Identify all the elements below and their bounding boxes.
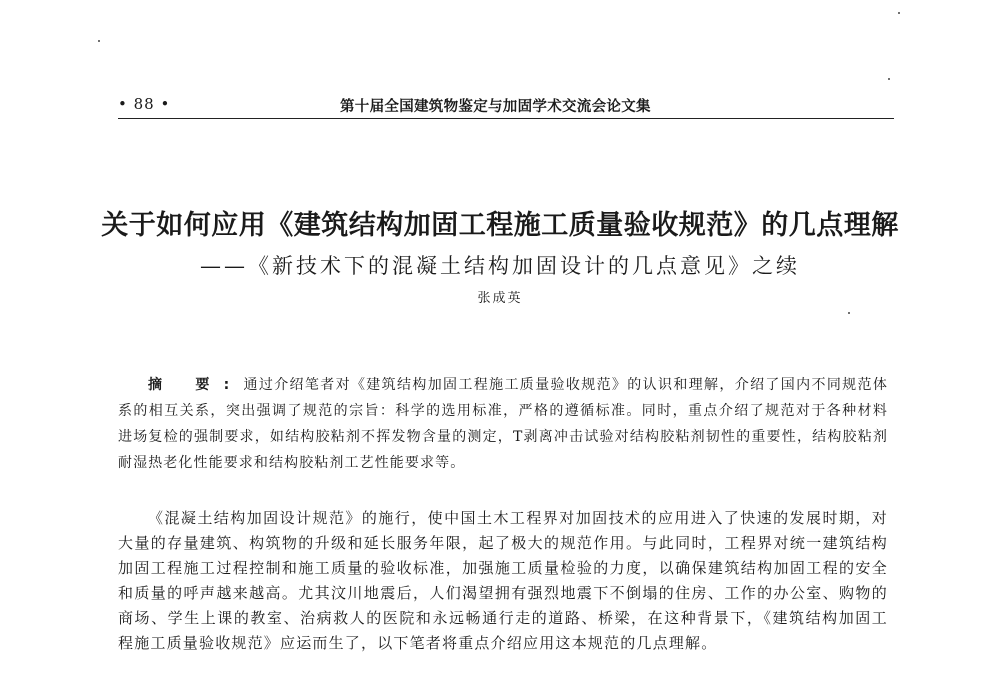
article-title: 关于如何应用《建筑结构加固工程施工质量验收规范》的几点理解	[101, 210, 899, 241]
article-subtitle: ——《新技术下的混凝土结构加固设计的几点意见》之续	[200, 254, 800, 278]
abstract	[118, 372, 888, 476]
running-header	[118, 95, 898, 117]
body-paragraph: 《混凝土结构加固设计规范》的施行，使中国土木工程界对加固技术的应用进入了快速的发展时期，对大量的存量建筑、构筑物的升级和延长服务年限，起了极大的规范作用。与此同时，工程界对统一建筑结构加固工程施工过程控制和施工质量的验收标准，加强施工质量检验的力度，以确保建筑结构加固工程的安全和质量的呼声越来越高。尤其汶川地震后，人们渴望拥有强烈地震下不倒塌的住房、工作的办公室、购物的商场、学生上课的教室、治病救人的医院和永远畅通行走的道路、桥梁，在这种背景下，《建筑结构加固工程施工质量验收规范》应运而生了，以下笔者将重点介绍应用这本规范的几点理解。	[118, 509, 888, 652]
journal-title: 第十届全国建筑物鉴定与加固学术交流会论文集	[340, 99, 651, 115]
header-rule	[118, 118, 894, 119]
scan-speck	[888, 78, 890, 80]
scan-speck	[848, 312, 850, 314]
abstract-text: 通过介绍笔者对《建筑结构加固工程施工质量验收规范》的认识和理解，介绍了国内不同规范体系的相互关系，突出强调了规范的宗旨：科学的选用标准，严格的遵循标准。同时，重点介绍了规范对于各种材料进场复检的强制要求，如结构胶粘剂不挥发物含量的测定，T剥离冲击试验对结构胶粘剂韧性的重要性，结构胶粘剂耐湿热老化性能要求和结构胶粘剂工艺性能要求等。	[118, 377, 888, 471]
scan-speck	[98, 40, 100, 42]
scan-speck	[898, 12, 900, 14]
abstract-label: 摘 要:	[148, 377, 244, 393]
page-number: • 88 •	[118, 95, 171, 113]
article-author: 张成英	[477, 291, 523, 306]
